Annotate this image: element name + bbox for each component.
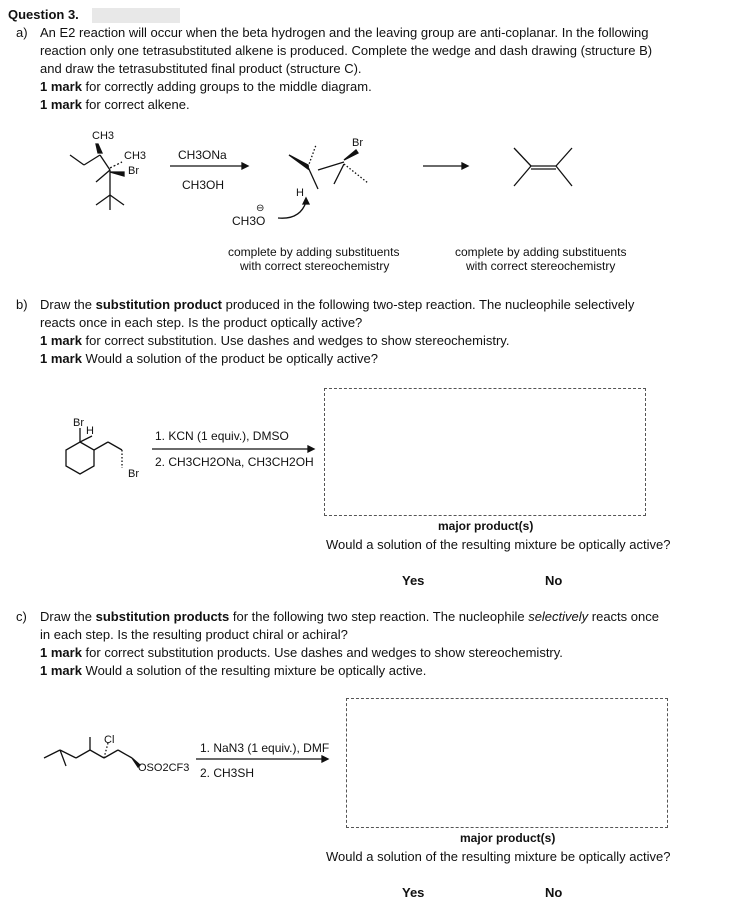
reagent-top: CH3ONa — [178, 148, 227, 162]
text: reacts once — [588, 609, 659, 624]
mark-text: for correct substitution. Use dashes and wedges to show stereochemistry. — [81, 333, 510, 348]
yes-option-b[interactable]: Yes — [402, 573, 425, 588]
no-option-c[interactable]: No — [545, 885, 563, 900]
mark-bold: 1 mark — [40, 351, 82, 366]
cl-label: Cl — [104, 734, 115, 746]
caption-c-line1: complete by adding substituents — [455, 245, 627, 259]
text: for the following two step reaction. The nucleophile — [229, 609, 529, 624]
mark-bold: 1 mark — [40, 79, 82, 94]
mark-text: Would a solution of the product be optically active? — [81, 351, 378, 366]
answer-box-c[interactable] — [346, 698, 668, 828]
step-c2: 2. CH3SH — [200, 766, 255, 780]
part-a-line3: and draw the tetrasubstituted final product (structure C). — [40, 61, 362, 76]
otf-label: OSO2CF3 — [138, 762, 190, 774]
reagent-bottom: CH3OH — [182, 178, 225, 192]
box-label-c: major product(s) — [460, 831, 556, 845]
question-title: Question 3. — [8, 7, 79, 22]
caption-c-line2: with correct stereochemistry — [466, 259, 616, 273]
step-b1: 1. KCN (1 equiv.), DMSO — [155, 429, 289, 443]
caption-b-line1: complete by adding substituents — [228, 245, 400, 259]
caption-b-line2: with correct stereochemistry — [240, 259, 390, 273]
methoxide-label: CH3O — [232, 214, 266, 228]
text: produced in the following two-step reaction. The nucleophile selectively — [222, 297, 635, 312]
optical-question-b: Would a solution of the resulting mixture be optically active? — [326, 537, 671, 552]
ch3-side-label: CH3 — [124, 150, 147, 162]
ch3-top-label: CH3 — [92, 130, 115, 142]
bold-text: substitution products — [95, 609, 230, 624]
step-c1: 1. NaN3 (1 equiv.), DMF — [200, 741, 330, 755]
bold-text: substitution product — [95, 297, 223, 312]
h-top-label: H — [86, 425, 94, 437]
italic-text: selectively — [528, 609, 589, 624]
mark-bold: 1 mark — [40, 645, 82, 660]
lone-pair-dots: ⊖ — [256, 203, 265, 214]
mark-text: for correct alkene. — [81, 97, 190, 112]
step-b2: 2. CH3CH2ONa, CH3CH2OH — [155, 455, 314, 469]
part-c-line2: in each step. Is the resulting product chiral or achiral? — [40, 627, 348, 642]
box-label-b: major product(s) — [438, 519, 534, 533]
h-label-b: H — [296, 187, 304, 199]
part-b-label: b) — [16, 297, 28, 312]
no-option-b[interactable]: No — [545, 573, 563, 588]
br-label-a: Br — [128, 165, 139, 177]
mark-text: for correct substitution products. Use dashes and wedges to show stereochemistry. — [81, 645, 563, 660]
mark-text: Would a solution of the resulting mixture be optically active. — [81, 663, 427, 678]
part-b-line2: reacts once in each step. Is the product optically active? — [40, 315, 363, 330]
part-a-line2: reaction only one tetrasubstituted alkene is produced. Complete the wedge and dash drawing (structure B) — [40, 43, 653, 58]
mark-bold: 1 mark — [40, 97, 82, 112]
part-a-label: a) — [16, 25, 28, 40]
mark-bold: 1 mark — [40, 333, 82, 348]
part-c-label: c) — [16, 609, 27, 624]
br-label-b: Br — [352, 137, 363, 149]
text: Draw the — [40, 297, 96, 312]
mark-text: for correctly adding groups to the middle diagram. — [81, 79, 372, 94]
yes-option-c[interactable]: Yes — [402, 885, 425, 900]
br-top-label: Br — [73, 417, 84, 429]
br-bottom-label: Br — [128, 468, 139, 480]
text: Draw the — [40, 609, 96, 624]
optical-question-c: Would a solution of the resulting mixture be optically active? — [326, 849, 671, 864]
part-a-line1: An E2 reaction will occur when the beta hydrogen and the leaving group are anti-coplanar. In the following — [40, 25, 649, 40]
mark-bold: 1 mark — [40, 663, 82, 678]
